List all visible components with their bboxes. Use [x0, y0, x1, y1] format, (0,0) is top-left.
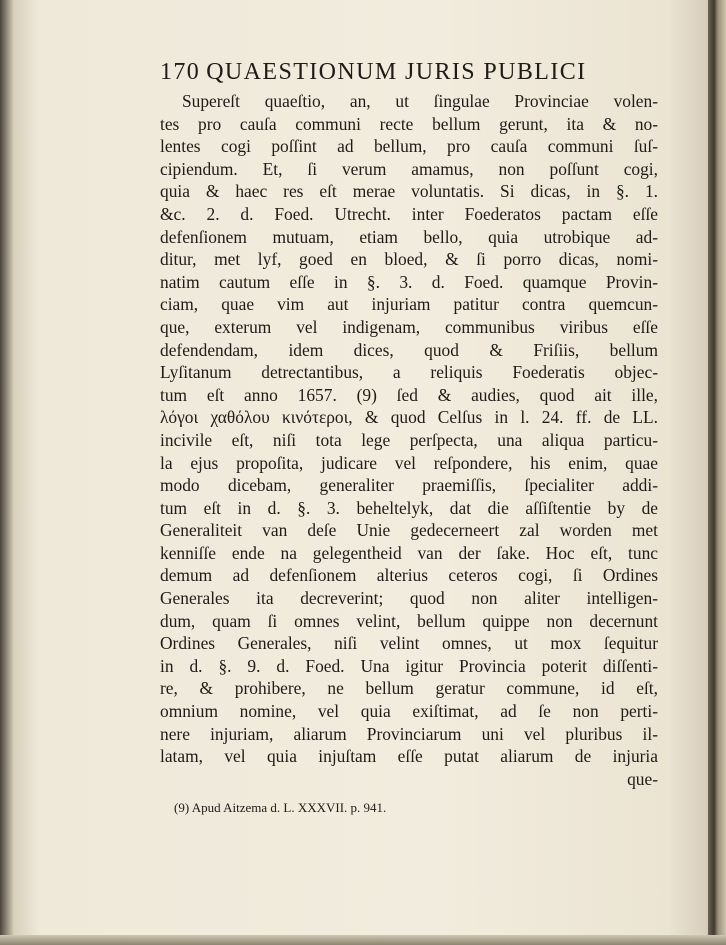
text-line: Generaliteit van deſe Unie gedecerneert zal worden met	[160, 520, 658, 541]
text-line: Generales ita decreverint; quod non aliter intelligen-	[160, 588, 658, 609]
text-line: quia & haec res eſt merae voluntatis. Si dicas, in §. 1.	[160, 181, 658, 202]
page-number: 170	[160, 59, 201, 85]
text-line: kenniſſe ende na gelegentheid van der ſake. Hoc eſt, tunc	[160, 542, 658, 563]
text-line: que, exterum vel indigenam, communibus viribus eſſe	[160, 316, 658, 337]
text-line: re, & prohibere, ne bellum geratur commune, id eſt,	[160, 678, 658, 699]
running-title: QUAESTIONUM JURIS PUBLICI	[206, 59, 587, 85]
text-line: modo dicebam, generaliter praemiſſis, ſpecialiter addi-	[160, 475, 658, 496]
text-line: demum ad defenſionem alterius ceteros cogi, ſi Ordines	[160, 565, 658, 586]
text-line: dum, quam ſi omnes velint, bellum quippe non decernunt	[160, 610, 658, 631]
text-line: nere injuriam, aliarum Provinciarum uni vel pluribus il-	[160, 723, 658, 744]
text-line: defenſionem mutuam, etiam bello, quia utrobique ad-	[160, 226, 658, 247]
page-content	[160, 58, 658, 816]
book-spine-edge	[708, 0, 726, 945]
text-line: Lyſitanum detrectantibus, a reliquis Foederatis objec-	[160, 362, 658, 383]
text-line: defendendam, idem dices, quod & Friſiis, bellum	[160, 339, 658, 360]
text-line: λόγοι χαθόλου κινότεροι, & quod Celſus in l. 24. ff. de LL.	[160, 407, 658, 428]
page-bottom-edge	[0, 935, 726, 945]
text-line: tum eſt anno 1657. (9) ſed & audies, quod ait ille,	[160, 384, 658, 405]
text-line: omnium nomine, vel quia exiſtimat, ad ſe non perti-	[160, 701, 658, 722]
text-line: &c. 2. d. Foed. Utrecht. inter Foederatos pactam eſſe	[160, 203, 658, 224]
text-line: cipiendum. Et, ſi verum amamus, non poſſunt cogi,	[160, 158, 658, 179]
text-line: Supereſt quaeſtio, an, ut ſingulae Provinciae volen-	[182, 91, 658, 111]
running-header	[160, 58, 658, 86]
text-line: latam, vel quia injuſtam eſſe putat aliarum de injuria	[160, 746, 658, 767]
text-line: que-	[627, 768, 658, 789]
text-line: ditur, met lyf, goed en bloed, & ſi porro dicas, nomi-	[160, 249, 658, 270]
text-line: la ejus propoſita, judicare vel reſpondere, his enim, quae	[160, 452, 658, 473]
footnote: (9) Apud Aitzema d. L. XXXVII. p. 941.	[174, 800, 387, 816]
text-line: Ordines Generales, niſi velint omnes, ut mox ſequitur	[160, 633, 658, 654]
text-line: natim cautum eſſe in §. 3. d. Foed. quamque Provin-	[160, 271, 658, 292]
text-line: in d. §. 9. d. Foed. Una igitur Provincia poterit diſſenti-	[160, 655, 658, 676]
text-line: tes pro cauſa communi recte bellum gerunt, ita & no-	[160, 113, 658, 134]
text-line: ciam, quae vim aut injuriam patitur contra quemcun-	[160, 294, 658, 315]
text-line: tum eſt in d. §. 3. beheltelyk, dat die aſſiſtentie by de	[160, 497, 658, 518]
text-line: incivile eſt, niſi tota lege perſpecta, una aliqua particu-	[160, 429, 658, 450]
text-line: lentes cogi poſſint ad bellum, pro cauſa communi ſuſ-	[160, 136, 658, 157]
body-text	[160, 90, 658, 790]
